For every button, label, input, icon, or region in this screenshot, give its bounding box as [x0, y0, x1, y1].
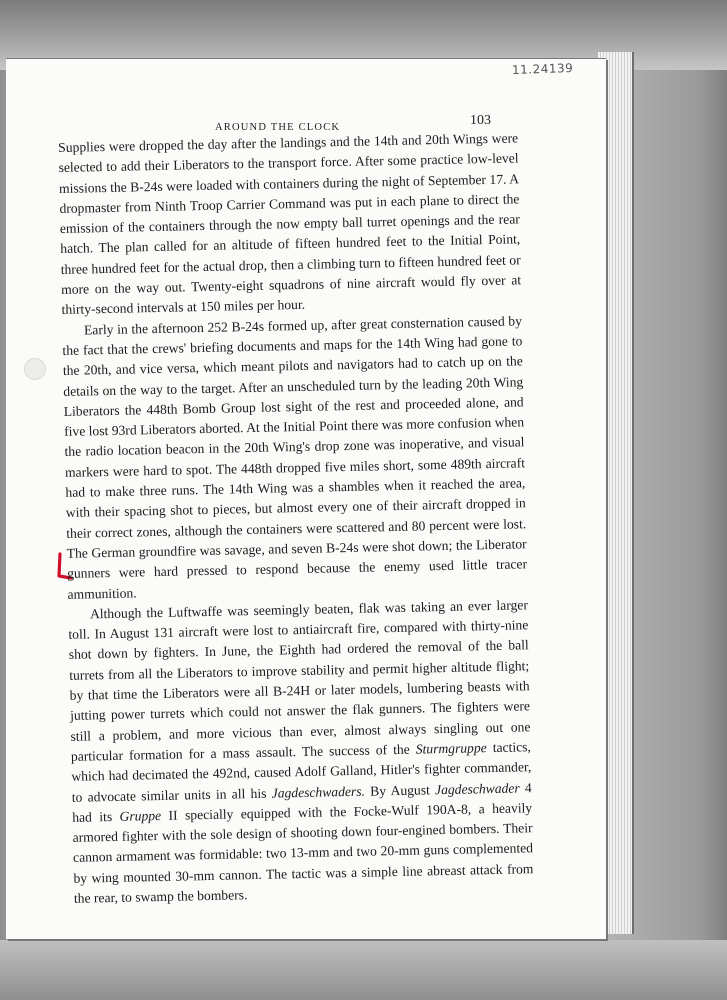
running-head: AROUND THE CLOCK [215, 122, 341, 133]
page-number: 103 [470, 113, 491, 128]
punch-hole [24, 358, 46, 380]
body-text [58, 128, 534, 909]
paragraph-1: Supplies were dropped the day after the landings and the 14th and 20th Wings were selected to add their Liberators to the transport force. After some practice low-level missions the B-24s were loaded with containers during the night of September 17. A dropmaster from Ninth Troop Carrier Command was put in each plane to direct the emission of the containers through the now empty ball turret openings and the rear hatch. The plan called for an altitude of fifteen hundred feet to the Initial Point, three hundred feet for the actual drop, then a climbing turn to fifteen hundred feet or more on the way out. Twenty-eight squadrons of nine aircraft would fly over at thirty-second intervals at 150 miles per hour. [58, 130, 522, 318]
paragraph-3-text-c: By August [364, 781, 436, 799]
paragraph-3-text-a: Although the Luftwaffe was seemingly beaten, flak was taking an ever larger toll. In August 131 aircraft were lost to antiaircraft fire, compared with thirty-nine shot down by fighters. In June, the Eighth had ordered the removal of the ball turrets from all the Liberators to improve stability and permit higher altitude flight; by that time the Liberators were all B-24H or later models, lumbering beasts with jutting power turrets which could not answer the flak gunners. The fighters were still a problem, and more vicious than ever, almost always singling out one particular formation for a mass assault. The success of the [68, 597, 531, 764]
scan-bottom-shadow [0, 940, 727, 1000]
italic-jagdeschwader: Jagdeschwader [434, 779, 520, 797]
italic-sturmgruppe: Sturmgruppe [415, 740, 487, 757]
handwritten-note: 11.24139 [511, 60, 574, 78]
paragraph-3-text-b: tactics, which had decimated the 492nd, caused Adolf Galland, Hitler's fighter commander, to advocate similar units in all his [71, 739, 532, 805]
paragraph-2: Early in the afternoon 252 B-24s formed up, after great consternation caused by the fact that the crews' briefing documents and maps for the 14th Wing had gone to the 20th, and vice versa, which meant pilots and navigators had to catch up on the details on the way to the target. After an unscheduled turn by the leading 20th Wing Liberators the 448th Bomb Group lost sight of the rest and proceeded alone, and five lost 93rd Liberators aborted. At the Initial Point there was more confusion when the radio location beacon in the 20th Wing's drop zone was inoperative, and visual markers were hard to spot. The 448th dropped five miles short, some 489th aircraft had to make three runs. The 14th Wing was a shambles when it reached the area, with their spacing shot to pieces, but almost every one of their aircraft dropped in their correct zones, although the containers were scattered and 80 percent were lost. The German groundfire was savage, and seven B-24s were shot down; the Liberator gunners were hard pressed to respond because the enemy used little tracer ammunition. [62, 312, 528, 602]
italic-jagdeschwaders: Jagdeschwaders. [271, 783, 366, 801]
paragraph-3-text-d: 4 had its [72, 779, 532, 825]
paragraph-3-text-e: II specially equipped with the Focke-Wulf 190A-8, a heavily armored fighter with the sole design of shooting down four-engined bombers. Their cannon armament was formidable: two 13-mm and two 20-mm guns complemented by wing mounted 30-mm cannon. The tactic was a simple line abreast attack from the rear, to swamp the bombers. [72, 800, 534, 906]
paragraph-3 [68, 595, 534, 909]
italic-gruppe: Gruppe [119, 807, 162, 824]
